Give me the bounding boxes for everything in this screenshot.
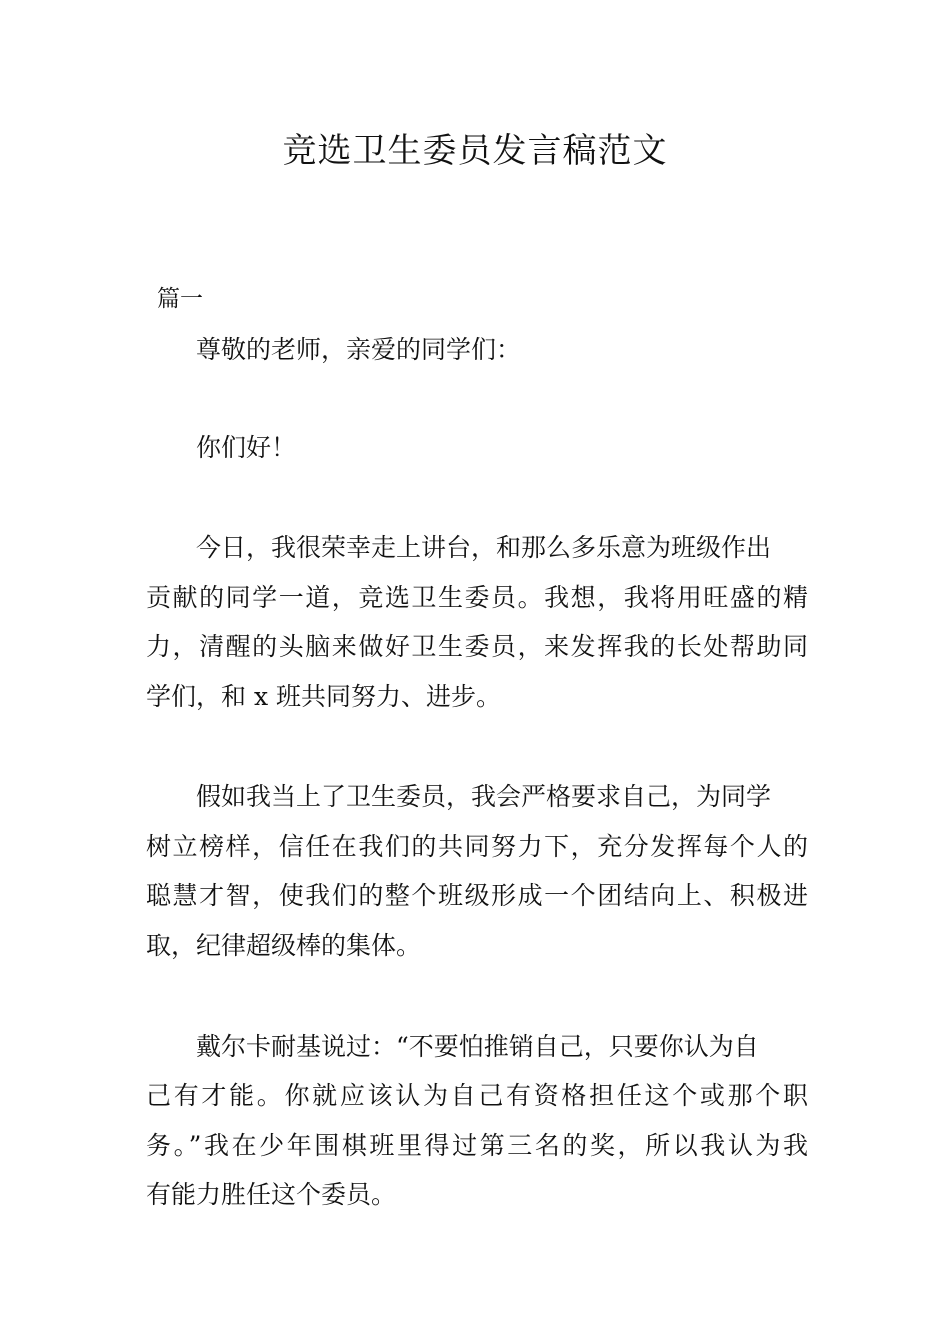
- document-title: 竞选卫生委员发言稿范文: [282, 131, 668, 171]
- paragraph-3-line-2: 己有才能。你就应该认为自己有资格担任这个或那个职: [146, 1081, 808, 1110]
- paragraph-3-line-4: 有能力胜任这个委员。: [146, 1180, 397, 1209]
- greeting: 你们好！: [196, 433, 297, 462]
- paragraph-3-line-3: 务。”我在少年围棋班里得过第三名的奖，所以我认为我: [146, 1131, 808, 1160]
- salutation: 尊敬的老师，亲爱的同学们：: [196, 335, 522, 364]
- paragraph-2-line-4: 取，纪律超级棒的集体。: [146, 931, 422, 960]
- paragraph-2-line-1: 假如我当上了卫生委员，我会严格要求自己，为同学: [196, 782, 772, 811]
- paragraph-1-line-3: 力，清醒的头脑来做好卫生委员，来发挥我的长处帮助同: [146, 632, 808, 661]
- paragraph-1-line-2: 贡献的同学一道，竞选卫生委员。我想，我将用旺盛的精: [146, 583, 808, 612]
- section-label: 篇一: [157, 286, 203, 312]
- paragraph-2-line-2: 树立榜样，信任在我们的共同努力下，充分发挥每个人的: [146, 832, 808, 861]
- paragraph-2-line-3: 聪慧才智，使我们的整个班级形成一个团结向上、积极进: [146, 881, 808, 910]
- paragraph-1-line-4: 学们，和 x 班共同努力、进步。: [146, 682, 501, 711]
- paragraph-3-line-1: 戴尔卡耐基说过：“不要怕推销自己，只要你认为自: [196, 1032, 759, 1061]
- paragraph-1-line-1: 今日，我很荣幸走上讲台，和那么多乐意为班级作出: [196, 533, 772, 562]
